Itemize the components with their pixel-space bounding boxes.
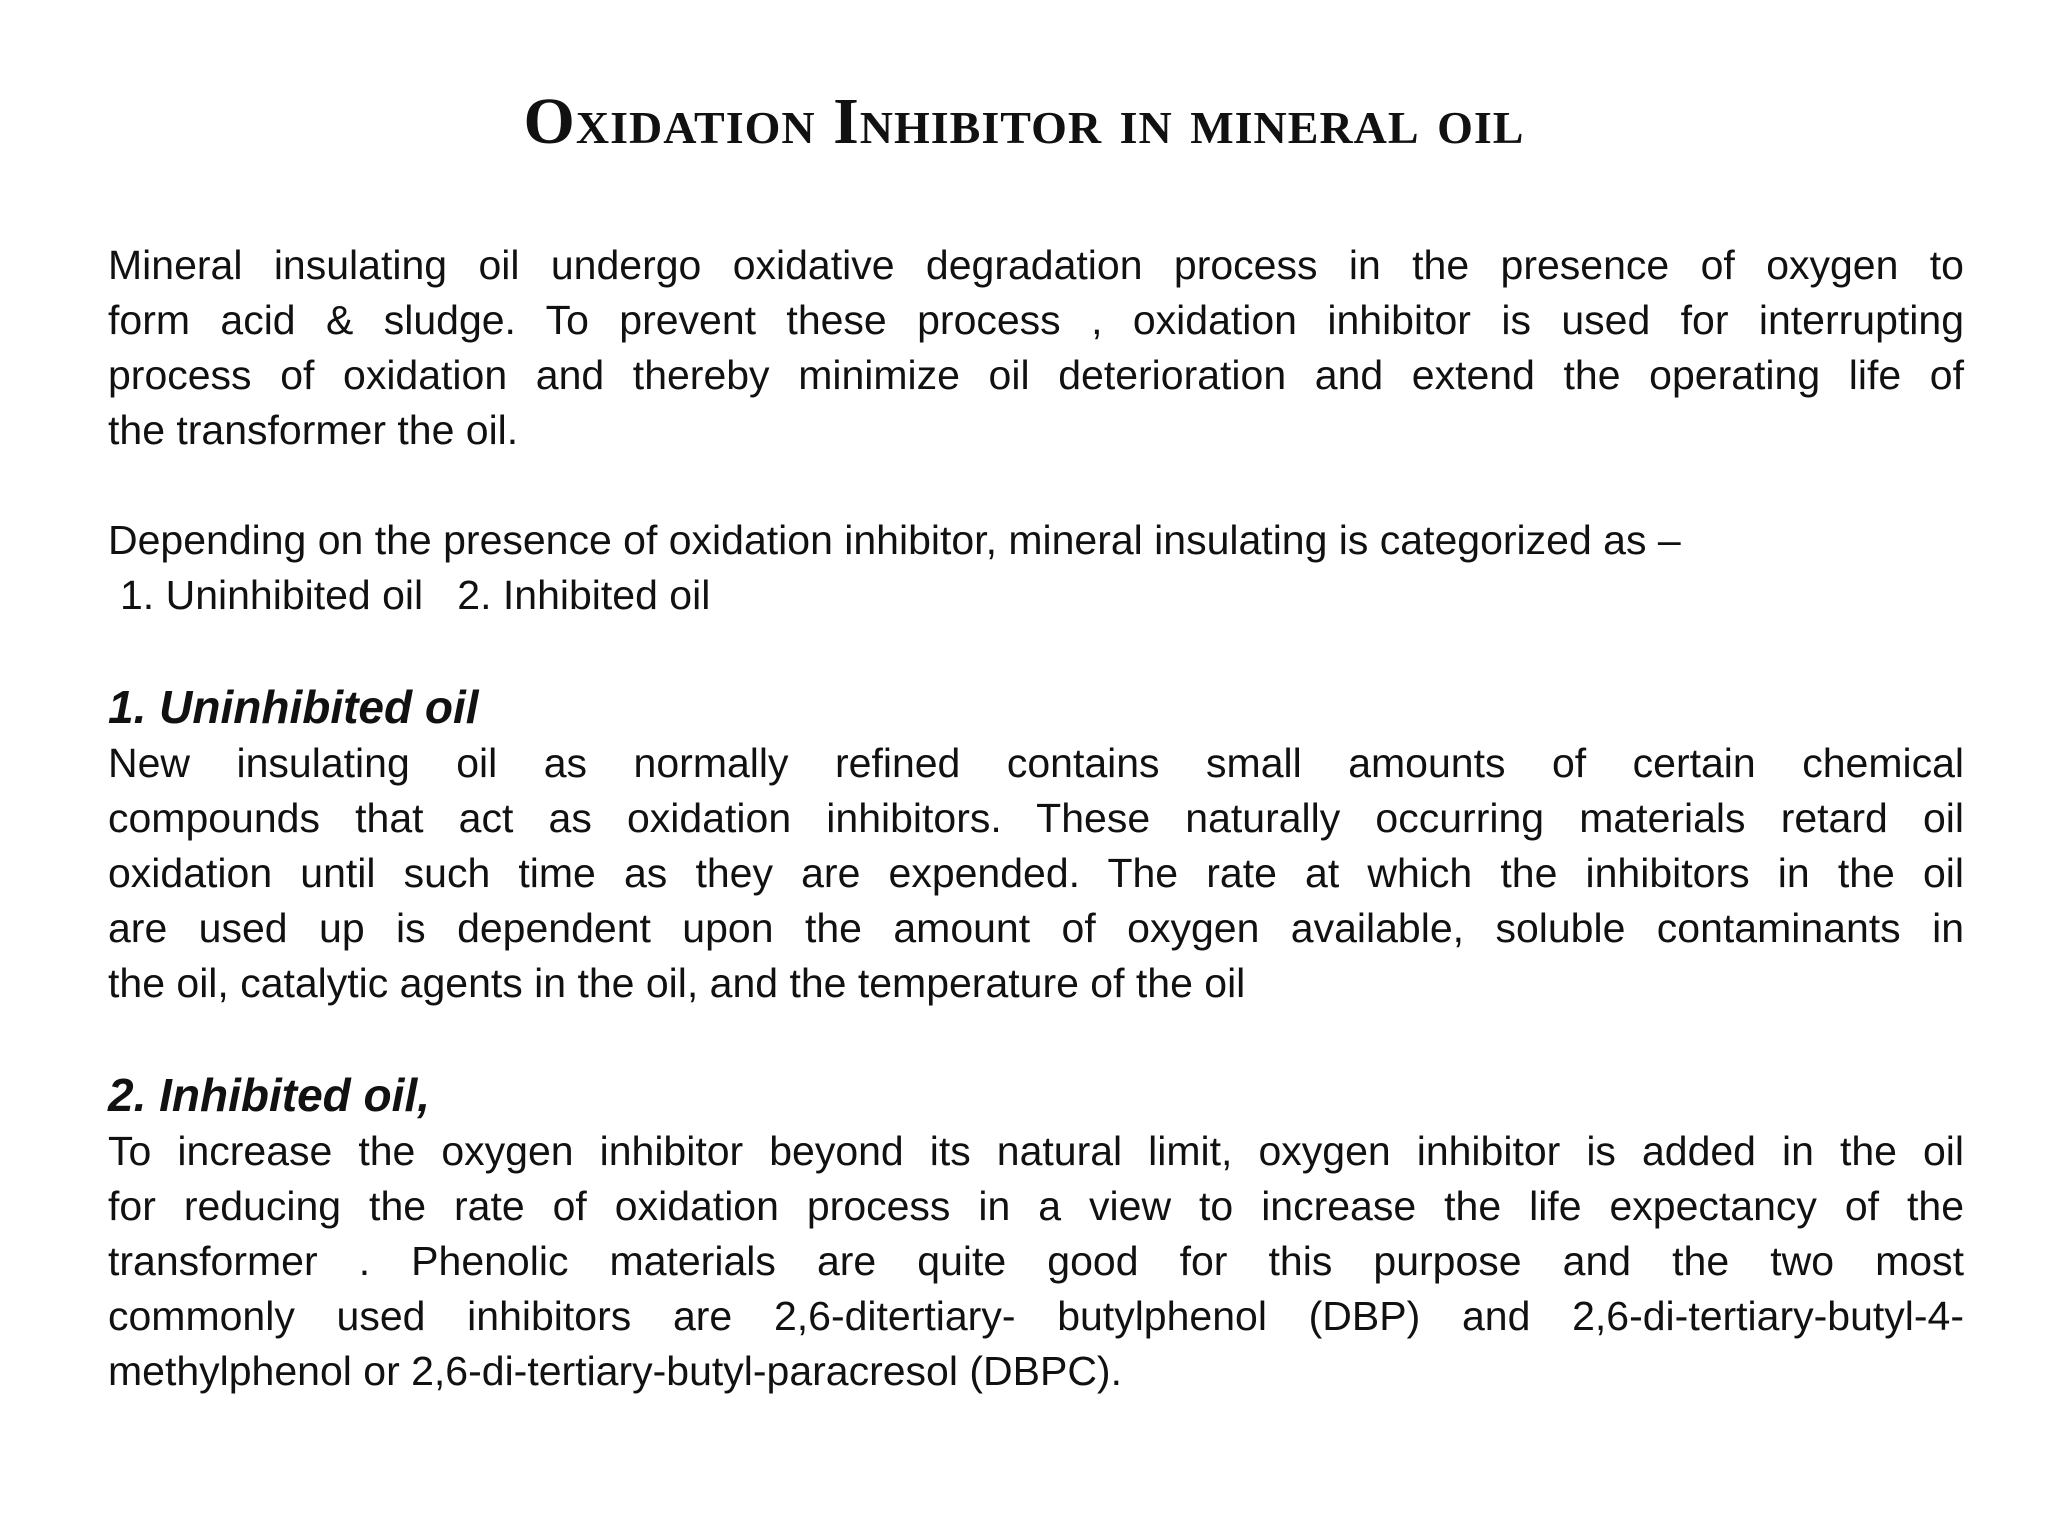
inhibited-line: methylphenol or 2,6-di-tertiary-butyl-paracresol (DBPC).: [108, 1348, 1122, 1394]
intro-line: process of oxidation and thereby minimize oil deterioration and extend the operating life of: [108, 352, 1964, 398]
categories-list: 1. Uninhibited oil 2. Inhibited oil: [120, 572, 711, 618]
uninhibited-line: oxidation until such time as they are expended. The rate at which the inhibitors in the oil: [108, 850, 1964, 896]
uninhibited-paragraph: [108, 736, 1964, 1011]
inhibited-line: transformer . Phenolic materials are quite good for this purpose and the two most: [108, 1238, 1964, 1284]
page-title: Oxidation Inhibitor in mineral oil: [523, 85, 1525, 158]
inhibited-paragraph: [108, 1124, 1964, 1399]
inhibited-line: To increase the oxygen inhibitor beyond its natural limit, oxygen inhibitor is added in the oil: [108, 1128, 1964, 1174]
spacer: [108, 1011, 1964, 1066]
inhibited-line: for reducing the rate of oxidation process in a view to increase the life expectancy of the: [108, 1183, 1964, 1229]
uninhibited-line: New insulating oil as normally refined contains small amounts of certain chemical: [108, 740, 1964, 786]
uninhibited-line: are used up is dependent upon the amount of oxygen available, soluble contaminants in: [108, 905, 1964, 951]
intro-line: form acid & sludge. To prevent these process , oxidation inhibitor is used for interrupting: [108, 297, 1964, 343]
spacer: [108, 458, 1964, 513]
categories-lead: Depending on the presence of oxidation inhibitor, mineral insulating is categorized as –: [108, 517, 1681, 563]
section-heading-uninhibited: 1. Uninhibited oil: [108, 681, 479, 733]
uninhibited-line: compounds that act as oxidation inhibitors. These naturally occurring materials retard oil: [108, 795, 1964, 841]
inhibited-line: commonly used inhibitors are 2,6-ditertiary- butylphenol (DBP) and 2,6-di-tertiary-butyl-4-: [108, 1293, 1964, 1339]
section-heading-inhibited: 2. Inhibited oil,: [108, 1069, 430, 1121]
intro-line: the transformer the oil.: [108, 407, 519, 453]
intro-paragraph: [108, 238, 1964, 458]
spacer: [108, 623, 1964, 678]
uninhibited-line: the oil, catalytic agents in the oil, and the temperature of the oil: [108, 960, 1246, 1006]
intro-line: Mineral insulating oil undergo oxidative degradation process in the presence of oxygen to: [108, 242, 1964, 288]
categories-paragraph: [108, 513, 1964, 568]
slide-content: [108, 238, 1964, 1399]
